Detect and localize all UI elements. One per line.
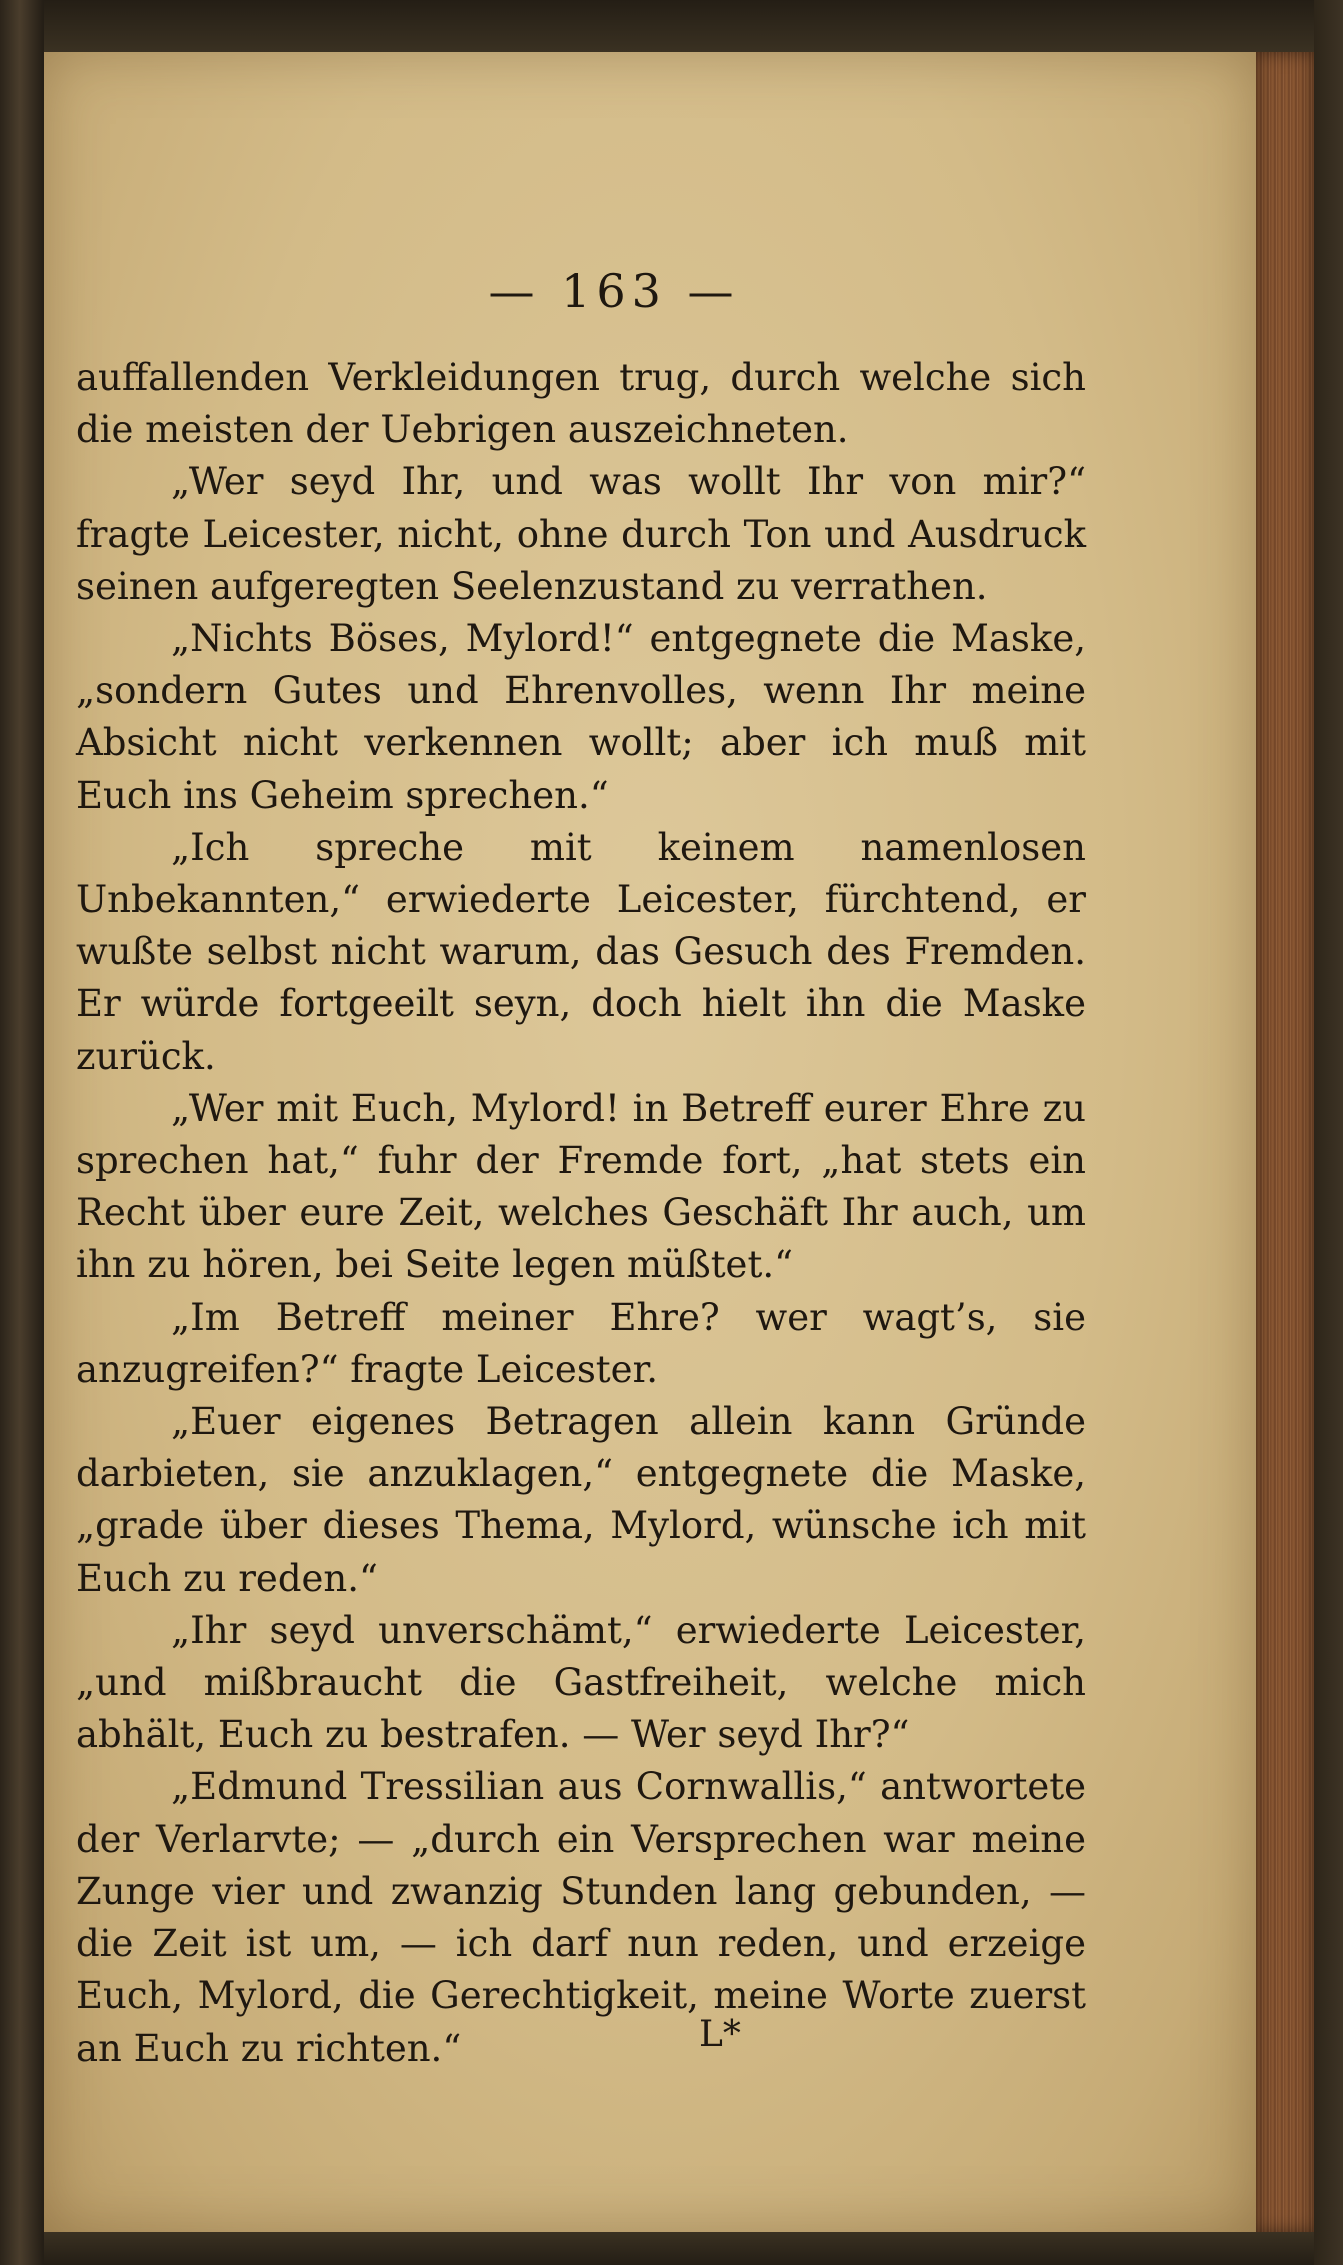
paragraph: auffallenden Verkleidungen trug, durch welche sich die meisten der Uebrigen auszeichneten. [76, 356, 1086, 452]
paragraph: „Ich spreche mit keinem namenlosen Unbekannten,“ erwiederte Leicester, fürchtend, er wußte selbst nicht warum, das Gesuch des Fremden. Er würde fortgeeilt seyn, doch hielt ihn die Maske zurück. [76, 825, 1086, 1078]
page-body [76, 352, 1086, 2075]
book-cover-left [0, 0, 44, 2265]
book-cover-right [1314, 0, 1343, 2265]
paragraph: „Nichts Böses, Mylord!“ entgegnete die Maske, „sondern Gutes und Ehrenvolles, wenn Ihr meine Absicht nicht verkennen wollt; aber ich muß mit Euch ins Geheim sprechen.“ [76, 617, 1086, 817]
paragraph: „Wer seyd Ihr, und was wollt Ihr von mir?“ fragte Leicester, nicht, ohne durch Ton und Ausdruck seinen aufgeregten Seelenzustand zu verrathen. [76, 460, 1086, 608]
paragraph: „Euer eigenes Betragen allein kann Gründe darbieten, sie anzuklagen,“ entgegnete die Maske, „grade über dieses Thema, Mylord, wünsche ich mit Euch zu reden.“ [76, 1400, 1086, 1600]
paragraph: „Edmund Tressilian aus Cornwallis,“ antwortete der Verlarvte; — „durch ein Versprechen war meine Zunge vier und zwanzig Stunden lang gebunden, — die Zeit ist um, — ich darf nun reden, und erzeige Euch, Mylord, die Gerechtigkeit, meine Worte zuerst an Euch zu richten.“ [76, 1765, 1086, 2070]
paragraph: „Wer mit Euch, Mylord! in Betreff eurer Ehre zu sprechen hat,“ fuhr der Fremde fort, „hat stets ein Recht über eure Zeit, welches Geschäft Ihr auch, um ihn zu hören, bei Seite legen müßtet.“ [76, 1086, 1086, 1287]
scan-background-bottom [44, 2232, 1314, 2265]
page-edges [1256, 52, 1314, 2232]
scan-background-top [44, 0, 1314, 52]
paragraph: „Ihr seyd unverschämt,“ erwiederte Leicester, „und mißbraucht die Gastfreiheit, welche mich abhält, Euch zu bestrafen. — Wer seyd Ihr?“ [76, 1608, 1086, 1757]
printer-signature-mark: L* [699, 2014, 741, 2055]
page-number-header: — 163 — [488, 264, 740, 318]
paragraph: „Im Betreff meiner Ehre? wer wagt’s, sie anzugreifen?“ fragte Leicester. [76, 1295, 1086, 1391]
book-page [44, 52, 1256, 2232]
